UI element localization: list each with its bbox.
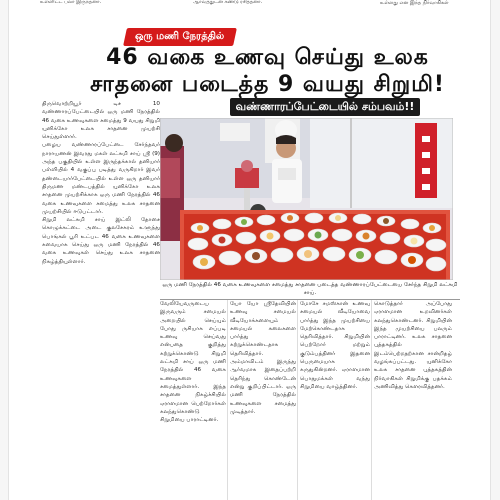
tail-text-right: உள்ளது என இந்த நிர்வாகிகள் [380,0,449,6]
column-divider [227,300,228,500]
photo-caption: ஒரு மணி நேரத்தில் 46 வகை உணவுகளை சமைத்து சாதனை படைத்த வண்ணாரப்பேட்டையை சேர்ந்த சிறுமி லட்சுமி சாய். [160,281,460,300]
column-divider [371,300,372,500]
subheadline: வண்ணாரப்பேட்டையில் சம்பவம்!! [230,98,420,116]
article-photo [160,118,453,280]
previous-article-tail [40,0,420,10]
kicker-text: ஒரு மணி நேரத்தில் [135,31,225,42]
previous-article-tail-right [380,0,500,10]
headline-line-2: சாதனை படைத்த 9 வயது சிறுமி! [90,72,445,97]
column-divider [297,300,298,500]
left-paragraph-1: திருவொற்றியூர் டிச 10 வண்ணாரப்பேட்டையில் ஒரு மணி நேரத்தில் 46 வகை உணவுகளை சமைத்து 9 வயது சிறுமி யுனிக்கோ உலக சாதனை முயற்சி செய்துள்ளார். [42,101,160,141]
tail-text-left: உள்ளிட்ட பலர் இருந்தனர். [40,0,102,5]
body-column-1: வேலியேவருடைய இருவரும் சமையல் அறையில் செய்யும் போது ருசியாக எப்படி உணவு செய்வது என்பதை குறித்து கற்றுக்கொண்டு சிறுமி லட்சுமி சாய் ஒரு மணி நேரத்தில் 46 வகை உணவுகளை சமைத்துள்ளார். இந்த சாதனை நிகழ்ச்சியில் ஏராளமான பெற்றோர்கள் கலந்துகொண்டு சிறுமியை பாராட்டினர். [160,301,226,424]
body-column-2: யோ யோ ஸ்ரீதேவியின் உணவு சமையல் வீடியோக்களையும் சமையல் கலைகளை பார்த்து கற்றுக்கொண்டதாக தெரிவித்தார். அம்மாவிடம் இருந்து ஆர்வமாக இதைப்பற்றி தெரிந்து கொண்டேன் என்று குறிப்பிட்டார். ஒரு மணி நேரத்தில் உணவுகளை சமைத்து முடித்தார். [230,301,296,415]
body-column-4: கொடுத்தார் அப்போது ஏராளமான உறவினர்கள் கலந்துகொண்டனர். சிறுமியின் இந்த முயற்சியை பலரும் பாராட்டினர். உலக சாதனை புத்தகத்தில் இடம்பெற்றதற்கான சான்றிதழ் வழங்கப்பட்டது. யுனிக்கோ உலக சாதனை புத்தகத்தின் நிர்வாகிகள் சிறுமிக்கு பதக்கம் அணிவித்து கௌரவித்தனர். [374,301,452,390]
headline-line-1: 46 வகை உணவு செய்து உலக [106,45,429,70]
left-column-body [42,100,160,500]
left-page-edge [0,0,9,500]
tail-text-mid: ஆர்வத்துடன் கண்டு ரசித்தனர். [192,0,263,5]
right-page-edge [490,0,500,500]
photo-illustration [160,118,453,280]
left-paragraph-2: பழைய வண்ணாரப்பேட்டை சேர்ந்தவர் நாராயணன் இவரது மகள் லட்சுமி சாய் ஸ்ரீ (9) அந்த பகுதியில் உள்ள இருந்தக்கால் தனியார் பள்ளியில் 4 வகுப்பு படித்து வருகிறார் இவர் தண்டையார்பேட்டையில் உள்ள ஒரு தனியார் திருமண மண்டபத்தில் யுனிக்கோ உலக சாதனை முயற்சிக்காக ஒரு மணி நேரத்தில் 46 வகை உணவுகளை சமைத்து உலக சாதனை முயற்சியில் ஈடுபட்டார். [42,142,160,215]
headline [45,44,490,98]
body-column-3: மோசே சமஸ்கான் உணவு சமையல் வீடியோவை பார்த்து இந்த முயற்சியை மேற்கொண்டதாக தெரிவித்தார். சிறுமியின் பெற்றோர் மற்றும் குடும்பத்தினர் இதனை பெருமையாக கருதுகின்றனர். ஏராளமான பொதுமக்கள் வந்து சிறுமியை வாழ்த்தினர். [300,301,370,390]
left-paragraph-3: சிறுமி லட்சுமி சாய் இட்லி தோசை கொழுக்கட்டை அடை குலசேகரம் உளுந்து பொங்கல் பூரி உட்பட 46 வகை உணவுகளை சுவையாக செய்து ஒரு மணி நேரத்தில் 46 வகை உணவுகள் செய்து உலக சாதனை நிகழ்த்தியுள்ளார். [42,217,160,265]
